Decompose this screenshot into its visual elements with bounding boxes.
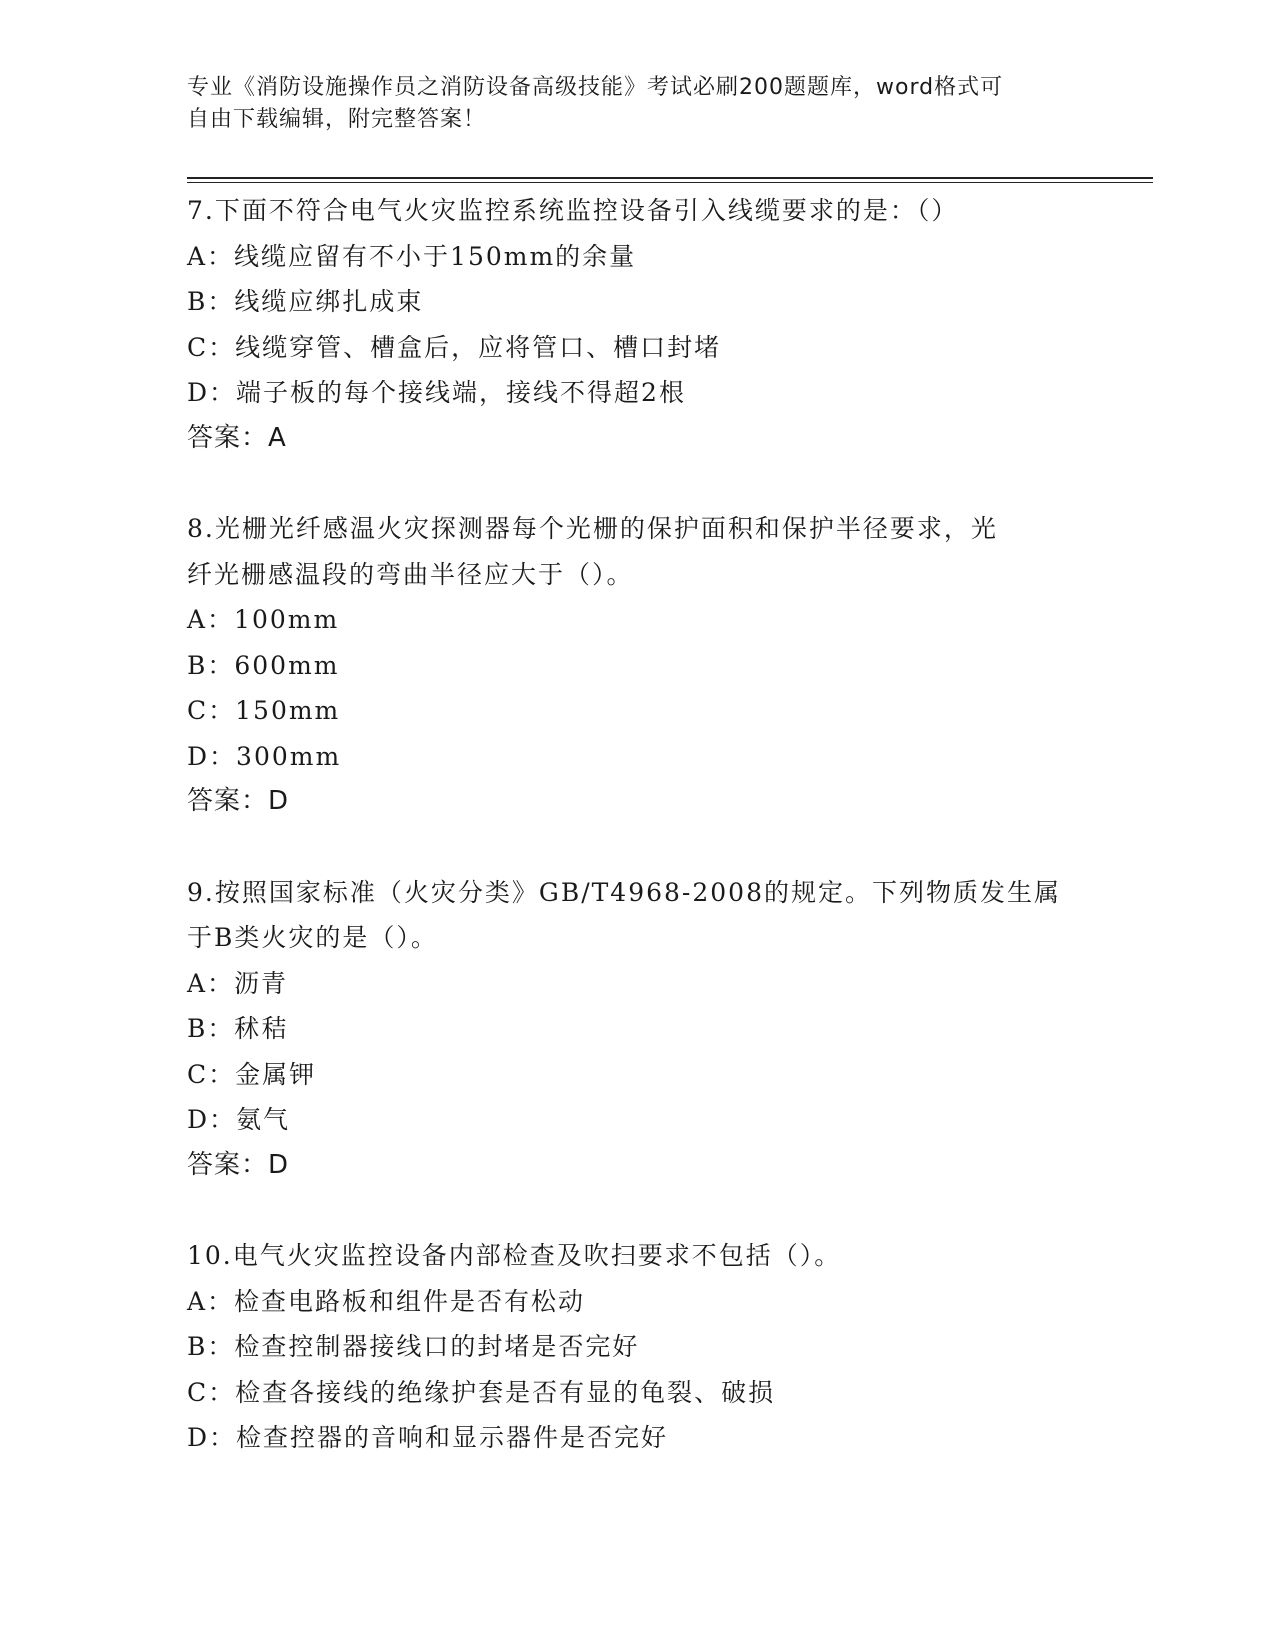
option-a: A：100mm <box>187 605 340 634</box>
option-d: D：检查控器的音响和显示器件是否完好 <box>187 1423 669 1452</box>
question-8 <box>187 506 1087 825</box>
question-list <box>187 188 1087 1461</box>
question-stem-continued: 于B类火灾的是（）。 <box>187 923 438 952</box>
header-divider-thick <box>187 177 1153 179</box>
option-c: C：线缆穿管、槽盒后，应将管口、槽口封堵 <box>187 332 722 362</box>
header-line-1: 专业《消防设施操作员之消防设备高级技能》考试必刷200题题库，word格式可 <box>187 75 1004 100</box>
option-b: B：检查控制器接线口的封堵是否完好 <box>187 1332 640 1361</box>
option-d: D：氨气 <box>187 1105 291 1134</box>
header-line-2: 自由下载编辑，附完整答案！ <box>187 107 487 132</box>
option-c: C：检查各接线的绝缘护套是否有显的龟裂、破损 <box>187 1377 776 1407</box>
option-a: A：沥青 <box>187 968 289 998</box>
option-c: C：150mm <box>187 696 341 725</box>
option-b: B：600mm <box>187 650 340 680</box>
question-stem: 7.下面不符合电气火灾监控系统监控设备引入线缆要求的是：（） <box>187 196 959 225</box>
header-divider-thin <box>187 182 1153 183</box>
option-b: B：线缆应绑扎成束 <box>187 287 424 316</box>
question-stem: 8.光栅光纤感温火灾探测器每个光栅的保护面积和保护半径要求，光 <box>187 514 998 543</box>
document-header <box>187 72 1067 136</box>
question-10 <box>187 1233 1087 1461</box>
option-a: A：线缆应留有不小于150mm的余量 <box>187 241 637 271</box>
option-b: B：秫秸 <box>187 1014 289 1043</box>
answer: 答案：A <box>187 422 287 453</box>
option-d: D：300mm <box>187 741 342 771</box>
question-9 <box>187 870 1087 1189</box>
answer: 答案：D <box>187 1149 290 1180</box>
question-stem: 9.按照国家标准（火灾分类》GB/T4968-2008的规定。下列物质发生属 <box>187 877 1061 907</box>
option-a: A：检查电路板和组件是否有松动 <box>187 1286 586 1316</box>
question-stem: 10.电气火灾监控设备内部检查及吹扫要求不包括（）。 <box>187 1241 842 1270</box>
question-7 <box>187 188 1087 461</box>
question-stem-continued: 纤光栅感温段的弯曲半径应大于（）。 <box>187 559 634 589</box>
option-d: D：端子板的每个接线端，接线不得超2根 <box>187 378 686 407</box>
option-c: C：金属钾 <box>187 1059 317 1089</box>
answer: 答案：D <box>187 786 290 816</box>
